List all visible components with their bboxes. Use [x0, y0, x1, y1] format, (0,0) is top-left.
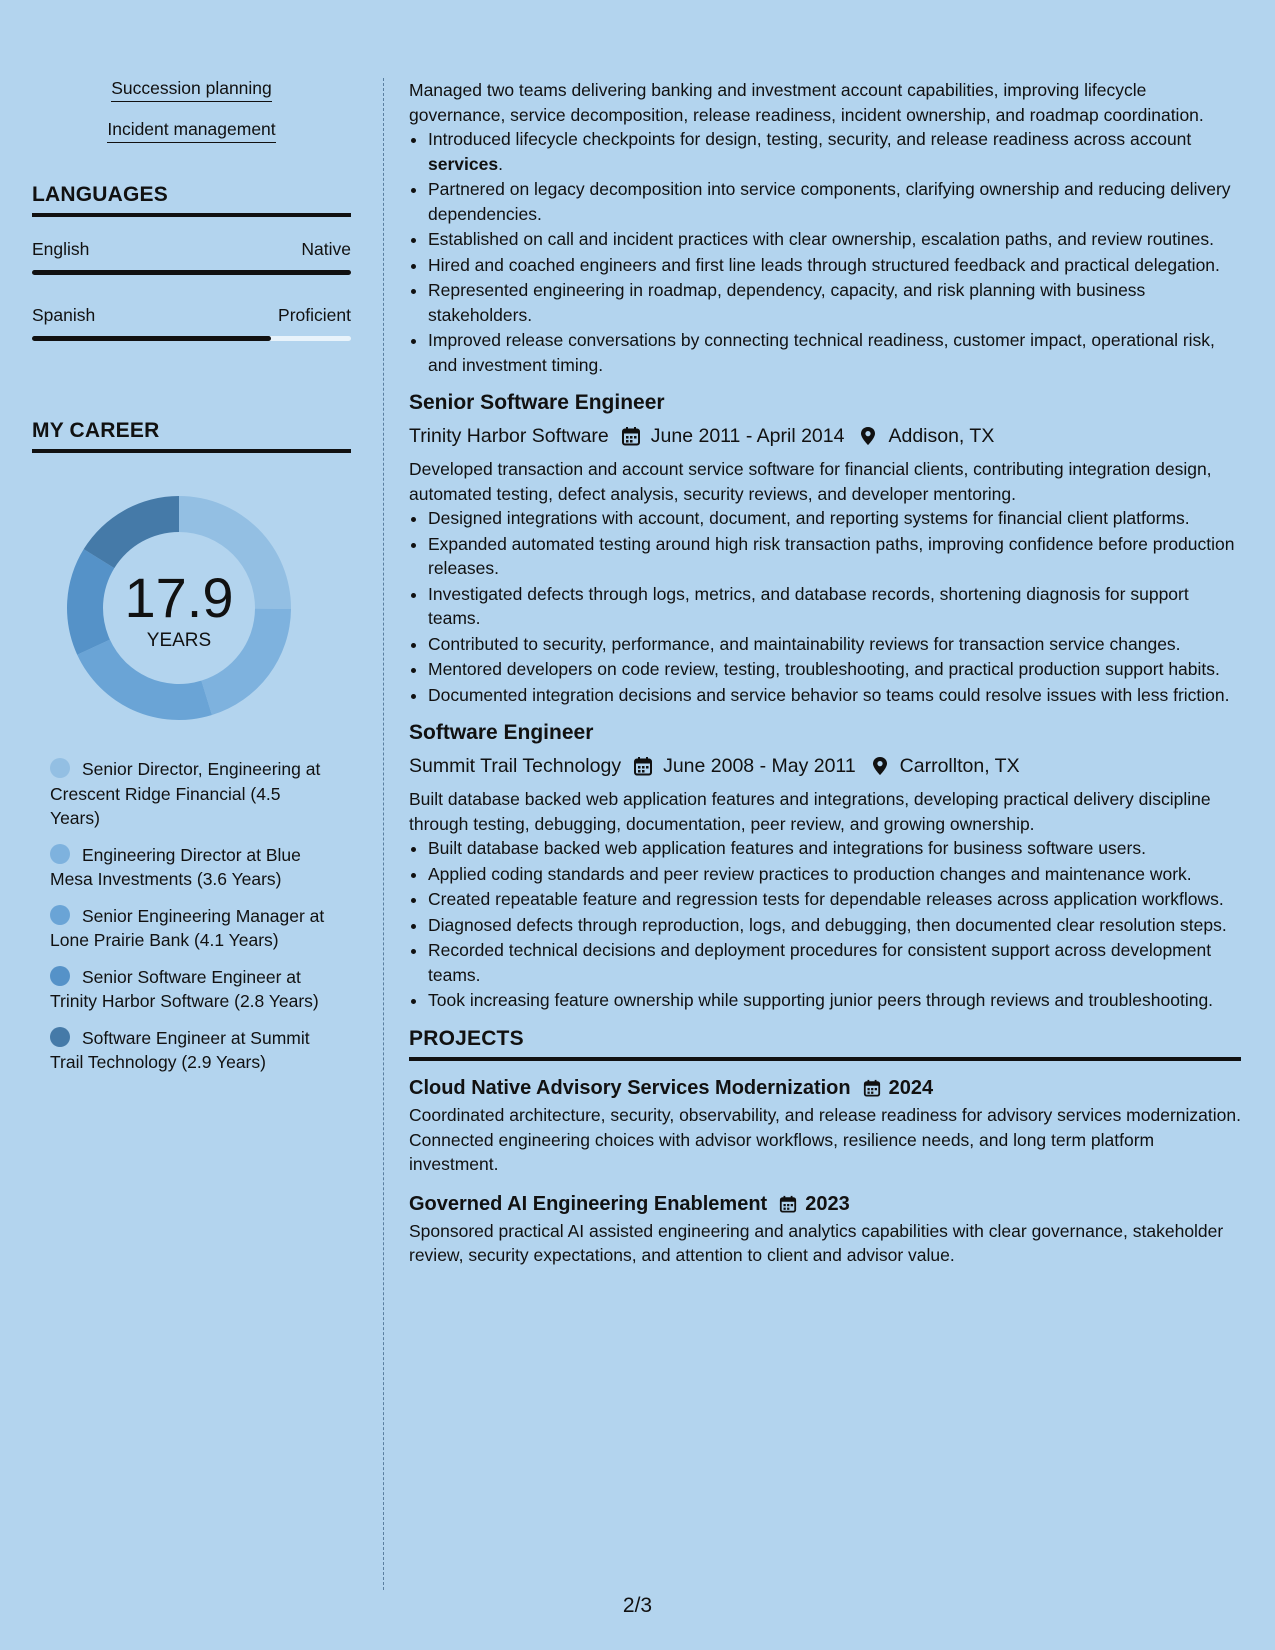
language-level: Native — [301, 239, 351, 259]
language-proficiency-fill — [32, 270, 351, 275]
career-legend-label: Engineering Director at Blue Mesa Investments (3.6 Years) — [50, 844, 301, 889]
career-legend-item — [50, 1026, 325, 1075]
job-bullet: • Designed integrations with account, document, and reporting systems for financial client platforms. — [428, 506, 1241, 531]
language-name: Spanish — [32, 305, 96, 325]
job-bullet: • Contributed to security, performance, and maintainability reviews for transaction service changes. — [428, 632, 1241, 657]
job-bullet — [428, 127, 1241, 176]
skill-label: Incident management — [107, 119, 275, 143]
map-pin-icon — [858, 426, 878, 446]
project-description: Coordinated architecture, security, observability, and release readiness for advisory services modernization. Connected engineering choices with advisor workflows, resilience needs, and long term platform investment. — [409, 1105, 1241, 1174]
legend-dot — [50, 844, 70, 864]
job-bullets — [409, 506, 1241, 707]
career-legend-label: Senior Director, Engineering at Crescent Ridge Financial (4.5 Years) — [50, 759, 321, 828]
column-divider — [383, 78, 384, 1590]
language-level: Proficient — [278, 305, 351, 325]
map-pin-icon — [870, 756, 890, 776]
skill-item — [32, 119, 351, 143]
project-year: 2024 — [888, 1077, 934, 1099]
job-meta — [409, 753, 1241, 779]
job-location: Addison, TX — [888, 425, 995, 447]
job-bullet: • Expanded automated testing around high risk transaction paths, improving confidence before production releases. — [428, 532, 1241, 581]
language-proficiency-fill — [32, 336, 271, 341]
job-dates: June 2008 - May 2011 — [663, 755, 856, 777]
job-dates: June 2011 - April 2014 — [650, 425, 845, 447]
main-content — [409, 78, 1241, 1268]
bullet-bold-text: services — [428, 153, 499, 174]
job-bullet: • Documented integration decisions and service behavior so teams could resolve issues with less friction. — [428, 683, 1241, 708]
career-donut-chart — [64, 493, 294, 723]
language-entry — [32, 305, 351, 341]
job-title: Senior Software Engineer — [409, 391, 665, 414]
career-legend-label: Senior Software Engineer at Trinity Harbor Software (2.8 Years) — [50, 966, 319, 1011]
career-legend-item — [50, 757, 325, 831]
career-legend-item — [50, 904, 325, 953]
job-bullet: • Hired and coached engineers and first line leads through structured feedback and practical delegation. — [428, 253, 1241, 278]
career-legend-item — [50, 965, 325, 1014]
project-title: Governed AI Engineering Enablement — [409, 1192, 768, 1215]
job-bullet: • Recorded technical decisions and deployment procedures for consistent support across development teams. — [428, 938, 1241, 987]
career-heading: MY CAREER — [32, 419, 351, 453]
calendar-icon — [633, 756, 653, 776]
language-entry — [32, 239, 351, 275]
job-title: Software Engineer — [409, 721, 594, 744]
job-bullet: • Mentored developers on code review, testing, troubleshooting, and practical production support habits. — [428, 657, 1241, 682]
calendar-icon — [779, 1195, 797, 1213]
project-title-row — [409, 1075, 1241, 1101]
job-summary: Developed transaction and account service software for financial clients, contributing integration design, automated testing, defect analysis, security reviews, and developer mentoring. — [409, 459, 1212, 504]
sidebar — [32, 78, 351, 1087]
job-bullets — [409, 127, 1241, 377]
calendar-icon — [863, 1079, 881, 1097]
job-meta — [409, 423, 1241, 449]
job-bullet: • Built database backed web application features and integrations for business software users. — [428, 836, 1241, 861]
job-bullet: • Established on call and incident practices with clear ownership, escalation paths, and review routines. — [428, 227, 1241, 252]
project-title: Cloud Native Advisory Services Modernization — [409, 1077, 851, 1099]
career-legend — [50, 757, 325, 1075]
career-legend-label: Software Engineer at Summit Trail Technology (2.9 Years) — [50, 1027, 310, 1072]
career-total-unit: YEARS — [146, 630, 212, 651]
projects-heading: PROJECTS — [409, 1027, 1241, 1062]
career-total-years: 17.9 — [124, 566, 234, 629]
legend-dot — [50, 905, 70, 925]
job-summary: Managed two teams delivering banking and investment account capabilities, improving lifecycle governance, service decomposition, release readiness, incident ownership, and roadmap coordination. — [409, 80, 1204, 125]
job-bullet: • Represented engineering in roadmap, dependency, capacity, and risk planning with business stakeholders. — [428, 278, 1241, 327]
career-legend-item — [50, 843, 325, 892]
language-proficiency-bar — [32, 270, 351, 275]
calendar-icon — [621, 426, 641, 446]
project-title-row — [409, 1191, 1241, 1217]
legend-dot — [50, 1027, 70, 1047]
language-proficiency-bar — [32, 336, 351, 341]
job-company: Trinity Harbor Software — [409, 425, 609, 447]
legend-dot — [50, 966, 70, 986]
bullet-text: Introduced lifecycle checkpoints for design, testing, security, and release readiness across account — [428, 129, 1192, 149]
job-bullet: • Created repeatable feature and regression tests for dependable releases across application workflows. — [428, 887, 1241, 912]
career-legend-label: Senior Engineering Manager at Lone Prairie Bank (4.1 Years) — [50, 905, 325, 950]
legend-dot — [50, 758, 70, 778]
project-description: Sponsored practical AI assisted engineering and analytics capabilities with clear governance, stakeholder review, security expectations, and attention to client and advisor value. — [409, 1220, 1224, 1265]
job-bullet: • Applied coding standards and peer review practices to production changes and maintenance work. — [428, 862, 1241, 887]
job-company: Summit Trail Technology — [409, 755, 622, 777]
skill-item — [32, 78, 351, 102]
job-bullet: • Partnered on legacy decomposition into service components, clarifying ownership and reducing delivery dependencies. — [428, 177, 1241, 226]
languages-heading: LANGUAGES — [32, 183, 351, 217]
job-summary: Built database backed web application features and integrations, developing practical delivery discipline through testing, debugging, documentation, peer review, and growing ownership. — [409, 789, 1211, 834]
bullet-text: . — [498, 153, 503, 174]
job-bullet: • Investigated defects through logs, metrics, and database records, shortening diagnosis for support teams. — [428, 582, 1241, 631]
project-year: 2023 — [805, 1192, 850, 1215]
language-name: English — [32, 239, 90, 259]
skill-label: Succession planning — [111, 78, 272, 102]
job-bullet: • Diagnosed defects through reproduction, logs, and debugging, then documented clear resolution steps. — [428, 913, 1241, 938]
job-bullets — [409, 836, 1241, 1013]
job-bullet: • Improved release conversations by connecting technical readiness, customer impact, operational risk, and investment timing. — [428, 328, 1241, 377]
page-number: 2/3 — [622, 1594, 653, 1617]
job-bullet: • Took increasing feature ownership while supporting junior peers through reviews and troubleshooting. — [428, 988, 1241, 1013]
job-location: Carrollton, TX — [899, 755, 1020, 777]
